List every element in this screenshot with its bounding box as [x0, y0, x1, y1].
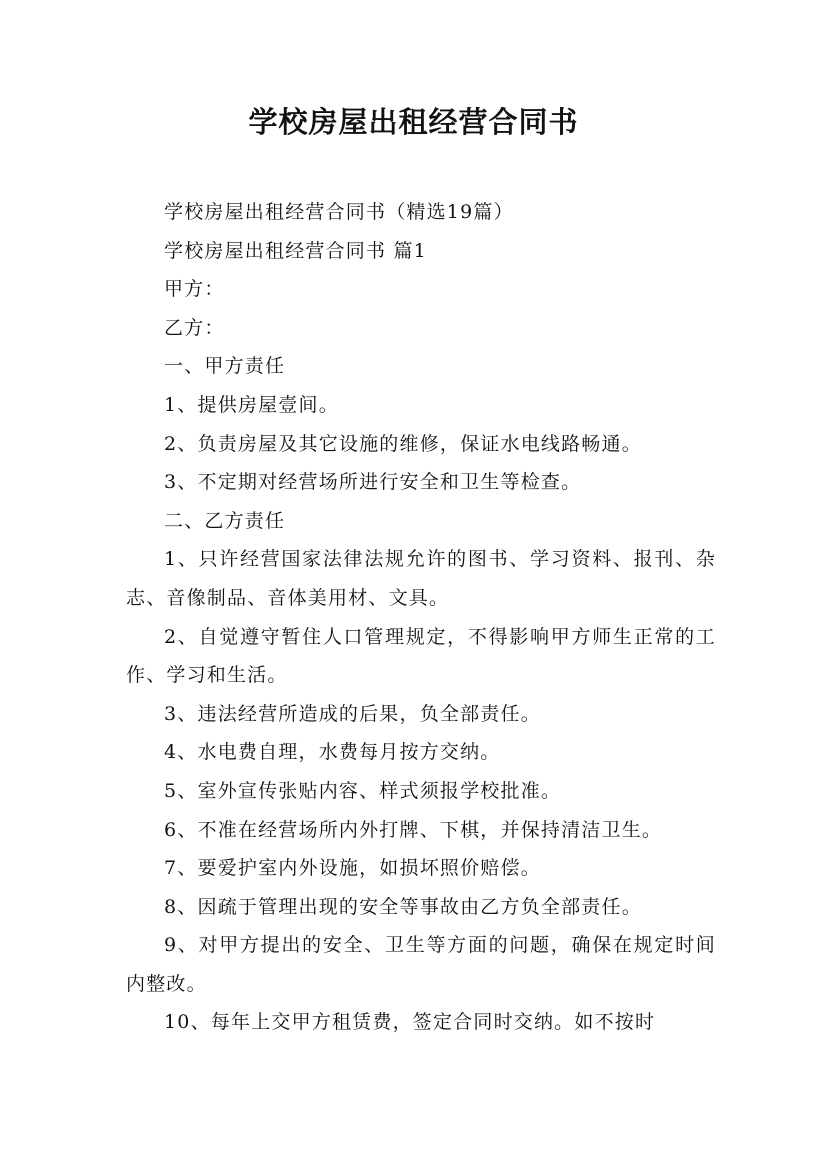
- paragraph: 4、水电费自理，水费每月按方交纳。: [164, 741, 501, 764]
- section-heading: 一、甲方责任: [164, 355, 286, 378]
- paragraph: 1、提供房屋壹间。: [164, 393, 339, 416]
- paragraph: 学校房屋出租经营合同书 篇1: [164, 239, 427, 262]
- paragraph: 2、自觉遵守暂住人口管理规定，不得影响甲方师生正常的工作、学习和生活。: [126, 625, 716, 687]
- paragraph: 学校房屋出租经营合同书（精选19篇）: [164, 201, 514, 223]
- paragraph: 甲方：: [164, 278, 225, 301]
- paragraph: 3、违法经营所造成的后果，负全部责任。: [164, 702, 541, 725]
- paragraph: 10、每年上交甲方租赁费，签定合同时交纳。如不按时: [164, 1011, 656, 1034]
- paragraph: 2、负责房屋及其它设施的维修，保证水电线路畅通。: [164, 432, 642, 455]
- paragraph: 7、要爱护室内外设施，如损坏照价赔偿。: [164, 857, 541, 880]
- paragraph: 乙方：: [164, 316, 225, 339]
- document-body: [126, 193, 716, 1042]
- paragraph: 9、对甲方提出的安全、卫生等方面的问题，确保在规定时间内整改。: [126, 934, 716, 995]
- paragraph: 3、不定期对经营场所进行安全和卫生等检查。: [164, 471, 582, 494]
- section-heading: 二、乙方责任: [164, 509, 286, 532]
- paragraph: 5、室外宣传张贴内容、样式须报学校批准。: [164, 779, 562, 802]
- paragraph: 1、只许经营国家法律法规允许的图书、学习资料、报刊、杂志、音像制品、音体美用材、文具。: [126, 548, 716, 609]
- paragraph: 6、不准在经营场所内外打牌、下棋，并保持清洁卫生。: [164, 818, 663, 841]
- document-title: 学校房屋出租经营合同书: [248, 105, 579, 139]
- paragraph: 8、因疏于管理出现的安全等事故由乙方负全部责任。: [164, 895, 642, 918]
